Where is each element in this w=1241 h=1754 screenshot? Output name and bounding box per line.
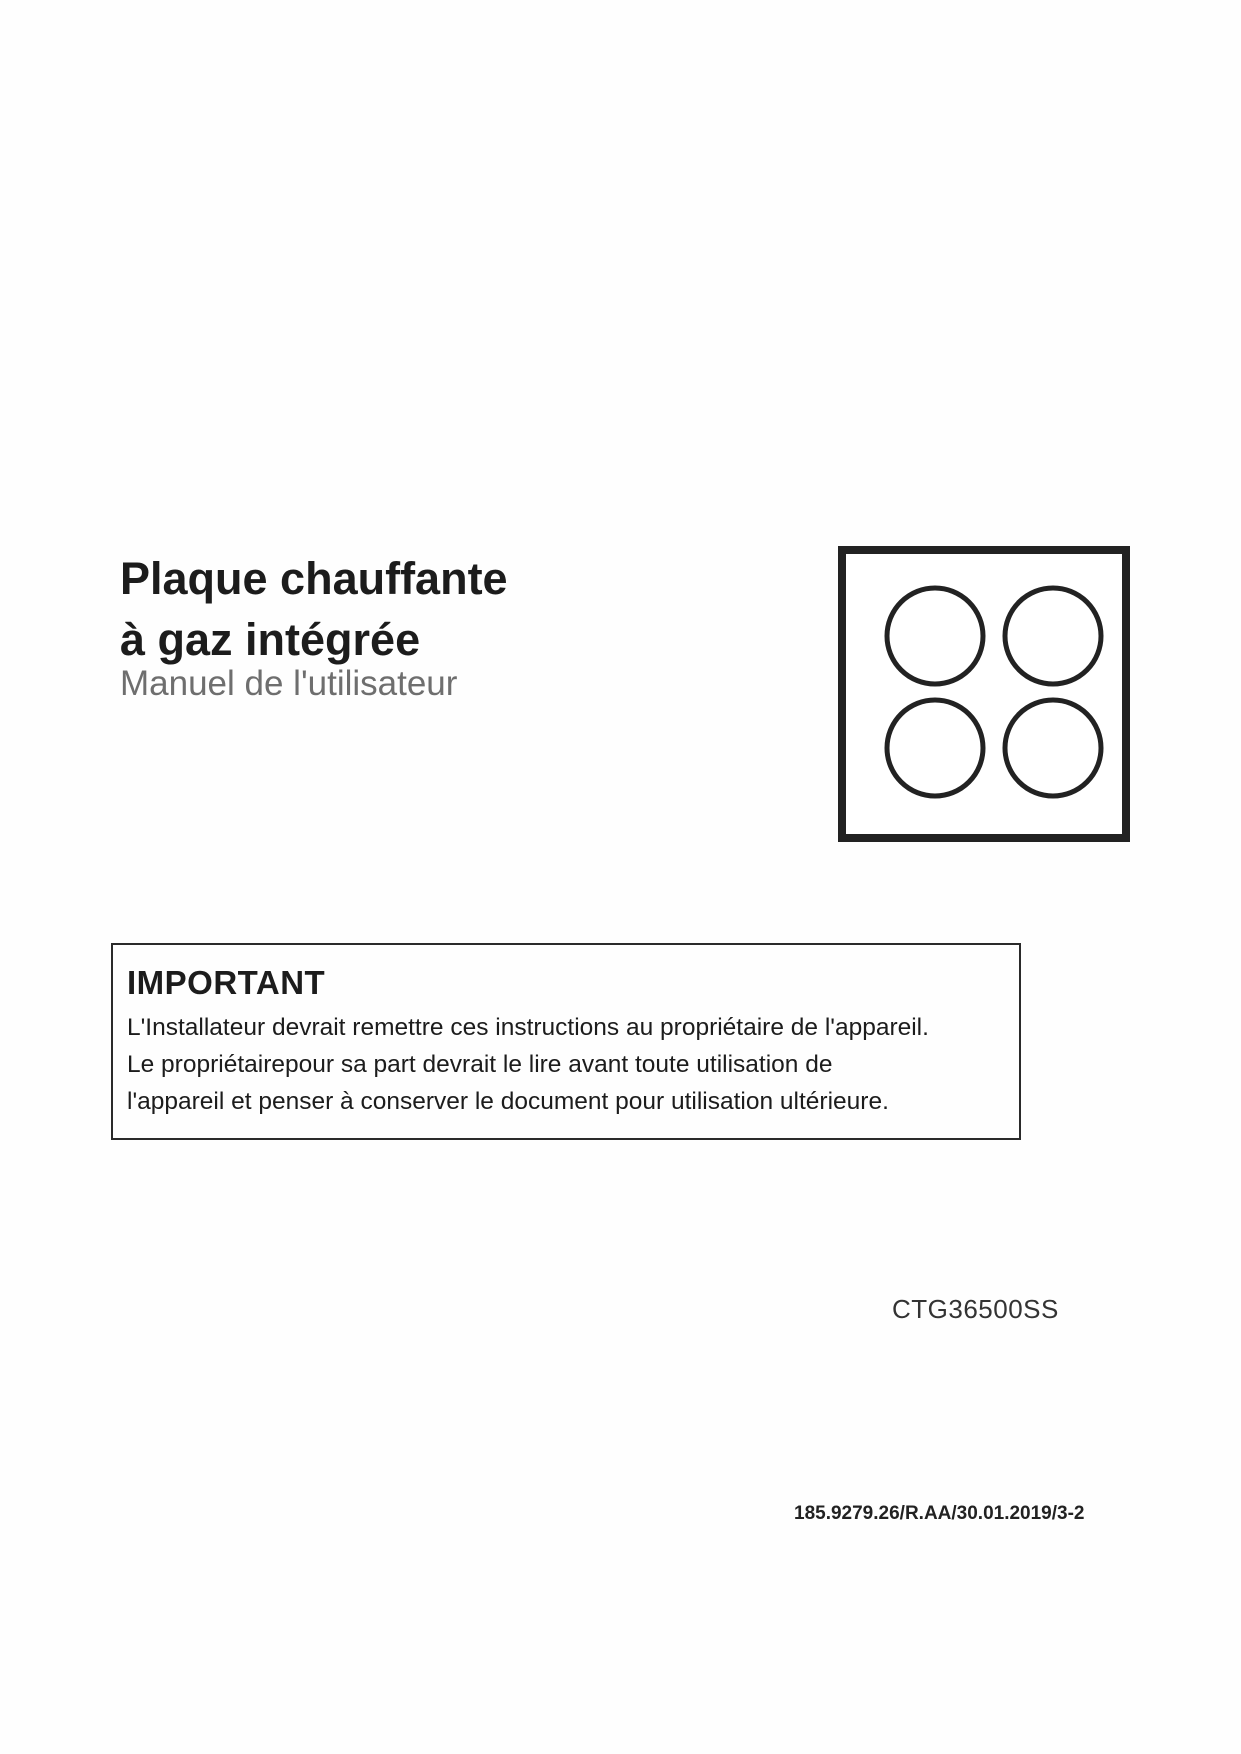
important-text-line-2: Le propriétairepour sa part devrait le lire avant toute utilisation de [127,1051,833,1078]
model-number: CTG36500SS [892,1294,1059,1324]
important-text-line-3: l'appareil et penser à conserver le document pour utilisation ultérieure. [127,1088,889,1115]
important-notice-box [111,943,1021,1140]
document-reference: 185.9279.26/R.AA/30.01.2019/3-2 [794,1503,1085,1524]
title-line-1: Plaque chauffante [120,553,508,604]
important-heading: IMPORTANT [127,964,326,1001]
title-block [120,548,820,704]
four-burner-cooktop-icon [838,546,1130,842]
title-line-2: à gaz intégrée [120,614,421,665]
subtitle: Manuel de l'utilisateur [120,664,458,703]
important-text-line-1: L'Installateur devrait remettre ces instructions au propriétaire de l'appareil. [127,1014,929,1041]
